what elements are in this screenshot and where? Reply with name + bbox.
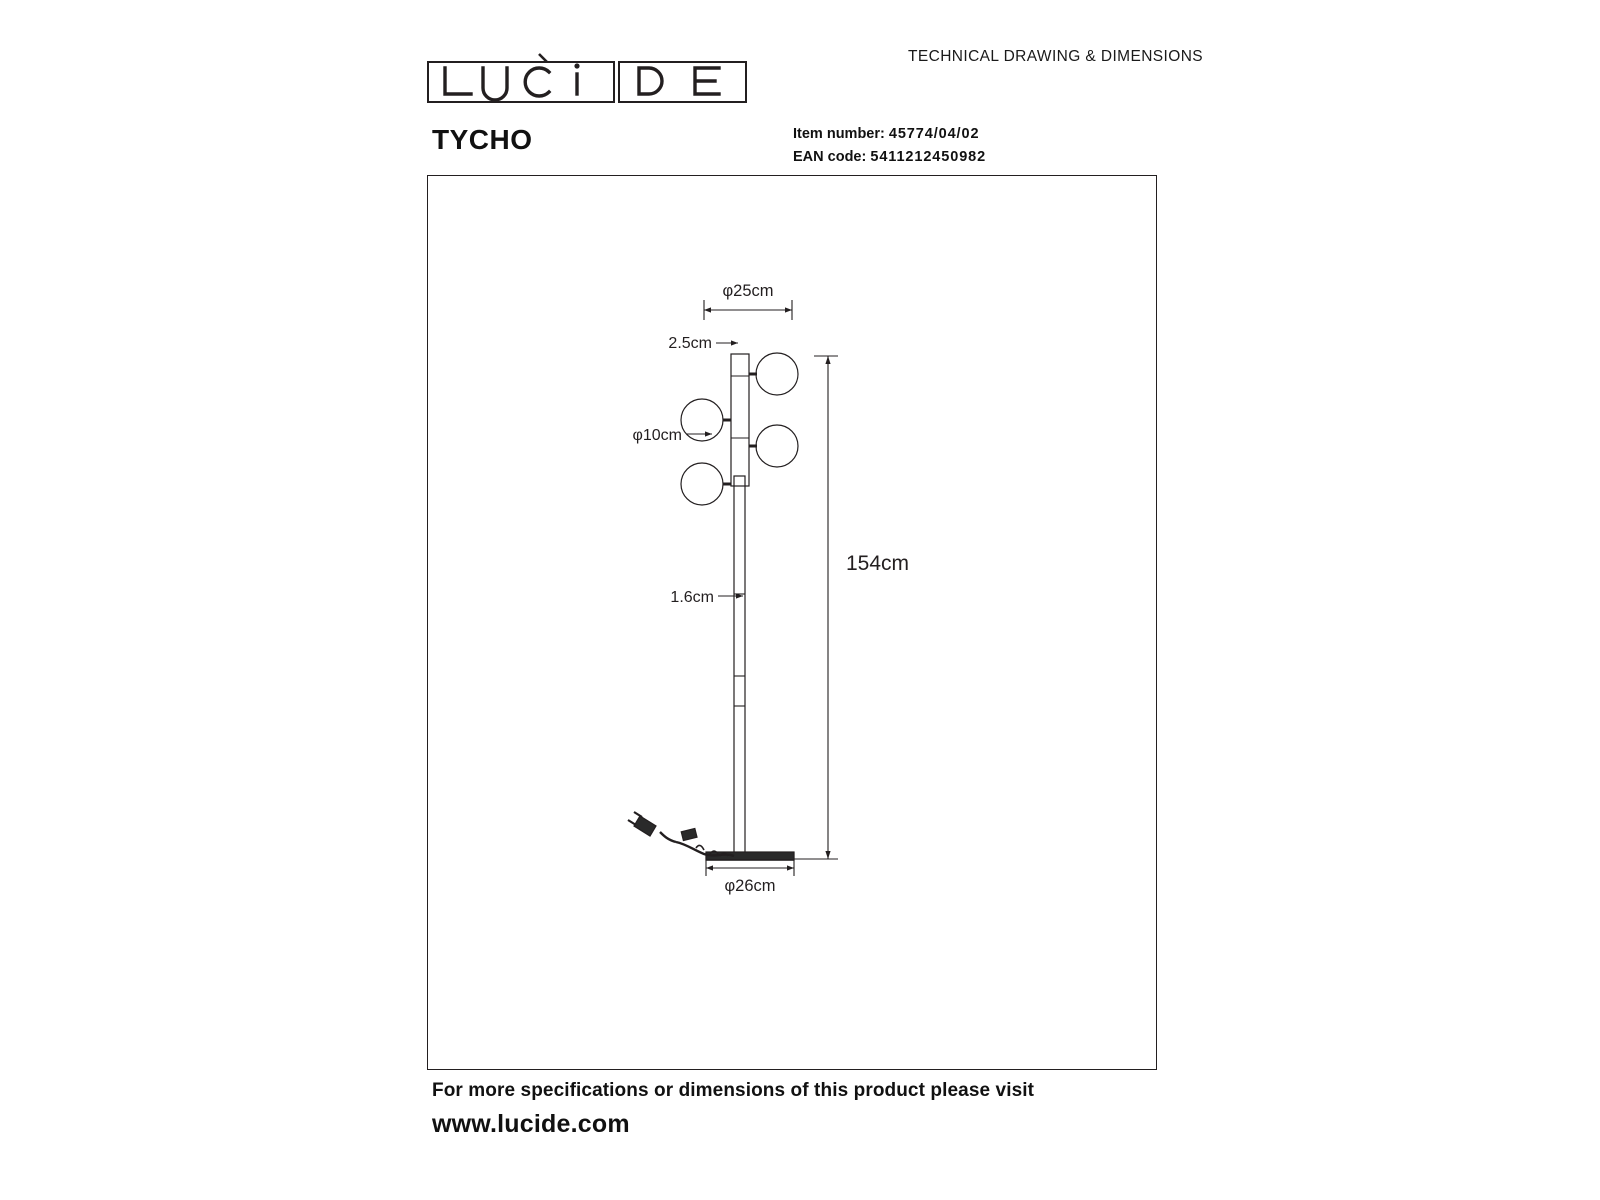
cord-switch (681, 828, 697, 840)
footer-website-link[interactable]: www.lucide.com (432, 1110, 630, 1138)
dim-label-pole-diameter: 1.6cm (670, 589, 714, 606)
footer (432, 1080, 1192, 1139)
product-meta (793, 124, 986, 168)
lamp-arm-column (731, 354, 749, 486)
dim-label-arm-thickness: 2.5cm (668, 335, 712, 352)
dim-label-base-diameter: φ26cm (724, 877, 776, 895)
header-note: TECHNICAL DRAWING & DIMENSIONS (908, 48, 1204, 65)
item-number-label: Item number: (793, 126, 885, 142)
globe-lower-left (681, 463, 723, 505)
lucide-logo-icon (427, 48, 747, 104)
dim-label-total-height: 154cm (846, 552, 910, 575)
power-plug (634, 816, 656, 836)
footer-text: For more specifications or dimensions of this product please visit (432, 1080, 1035, 1101)
dim-label-globe-diameter: φ10cm (632, 427, 682, 444)
brand-logo (427, 48, 747, 100)
lamp-pole (734, 476, 745, 856)
technical-drawing-frame (427, 175, 1157, 1070)
dim-label-top-width: φ25cm (722, 282, 774, 300)
ean-label: EAN code: (793, 149, 867, 165)
item-number-value: 45774/04/02 (888, 126, 980, 142)
power-cord-2 (660, 832, 676, 842)
floor-lamp-technical-drawing (428, 176, 1158, 1071)
globe-middle-left (681, 399, 723, 441)
ean-value: 5411212450982 (870, 149, 987, 165)
globe-upper-right (756, 353, 798, 395)
globe-lower-right (756, 425, 798, 467)
page-title: TYCHO (432, 124, 533, 155)
